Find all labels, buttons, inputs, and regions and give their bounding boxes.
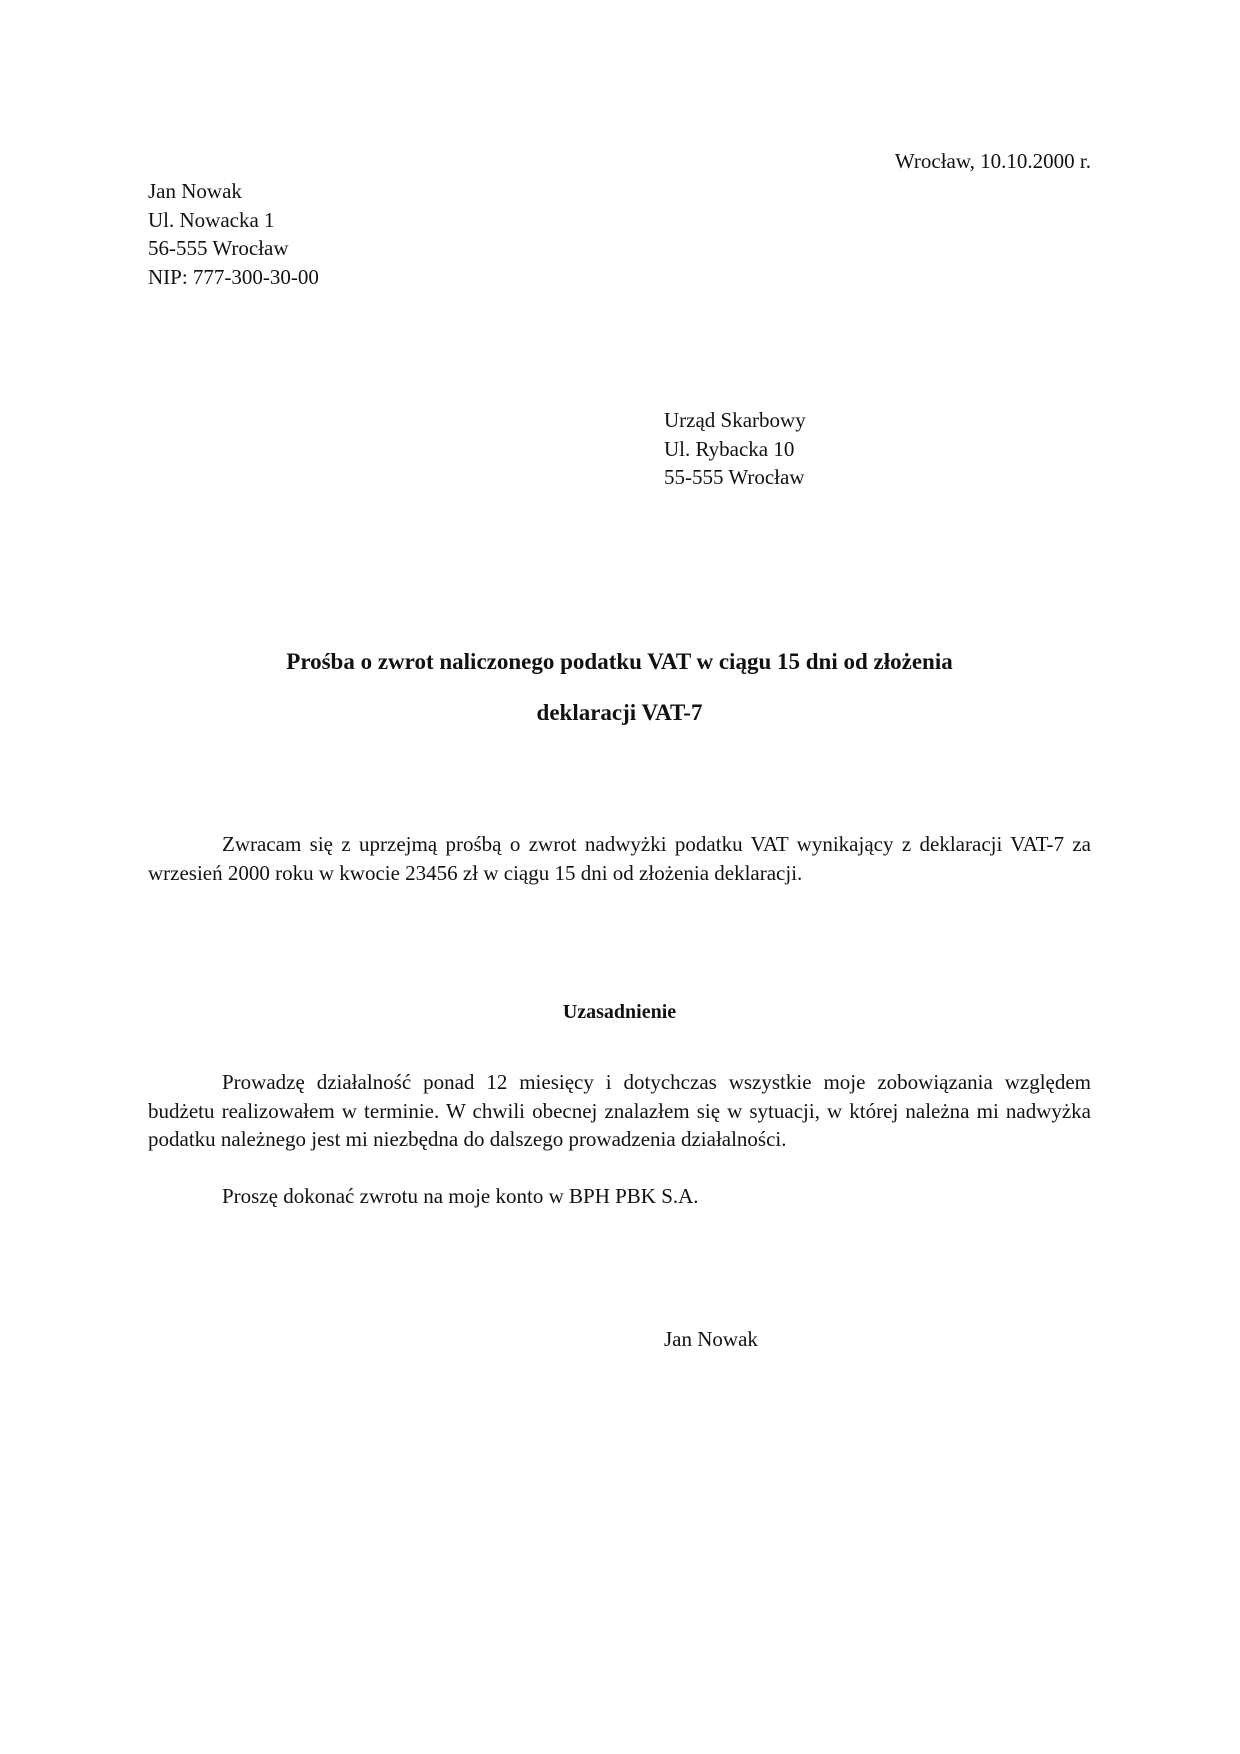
sender-address-block <box>148 177 319 291</box>
justification-paragraph-text: Prowadzę działalność ponad 12 miesięcy i dotychczas wszystkie moje zobowiązania względem budżetu realizowałem w terminie. W chwili obecnej znalazłem się w sytuacji, w której należna mi nadwyżka podatku należnego jest mi niezbędna do dalszego prowadzenia działalności. <box>148 1070 1091 1151</box>
request-paragraph-text: Zwracam się z uprzejmą prośbą o zwrot nadwyżki podatku VAT wynikający z deklaracji VAT-7 za wrzesień 2000 roku w kwocie 23456 zł w ciągu 15 dni od złożenia deklaracji. <box>148 832 1091 885</box>
document-title <box>148 636 1091 738</box>
recipient-city: 55-555 Wrocław <box>664 465 805 489</box>
sender-street: Ul. Nowacka 1 <box>148 207 275 232</box>
sender-name: Jan Nowak <box>148 179 242 203</box>
bank-request-line: Proszę dokonać zwrotu na moje konto w BPH PBK S.A. <box>222 1184 699 1208</box>
signature: Jan Nowak <box>664 1327 758 1351</box>
recipient-address-block <box>664 406 806 492</box>
title-line-1: Prośba o zwrot naliczonego podatku VAT w ciągu 15 dni od złożenia <box>286 649 953 674</box>
sender-city: 56-555 Wrocław <box>148 236 289 260</box>
request-paragraph <box>148 830 1091 887</box>
title-line-2: deklaracji VAT-7 <box>536 700 703 725</box>
sender-nip: NIP: 777-300-30-00 <box>148 264 319 289</box>
recipient-name: Urząd Skarbowy <box>664 408 806 432</box>
recipient-street: Ul. Rybacka 10 <box>664 436 795 461</box>
justification-heading: Uzasadnienie <box>562 1001 677 1023</box>
place-and-date: Wrocław, 10.10.2000 r. <box>894 149 1091 173</box>
justification-paragraph <box>148 1068 1091 1154</box>
